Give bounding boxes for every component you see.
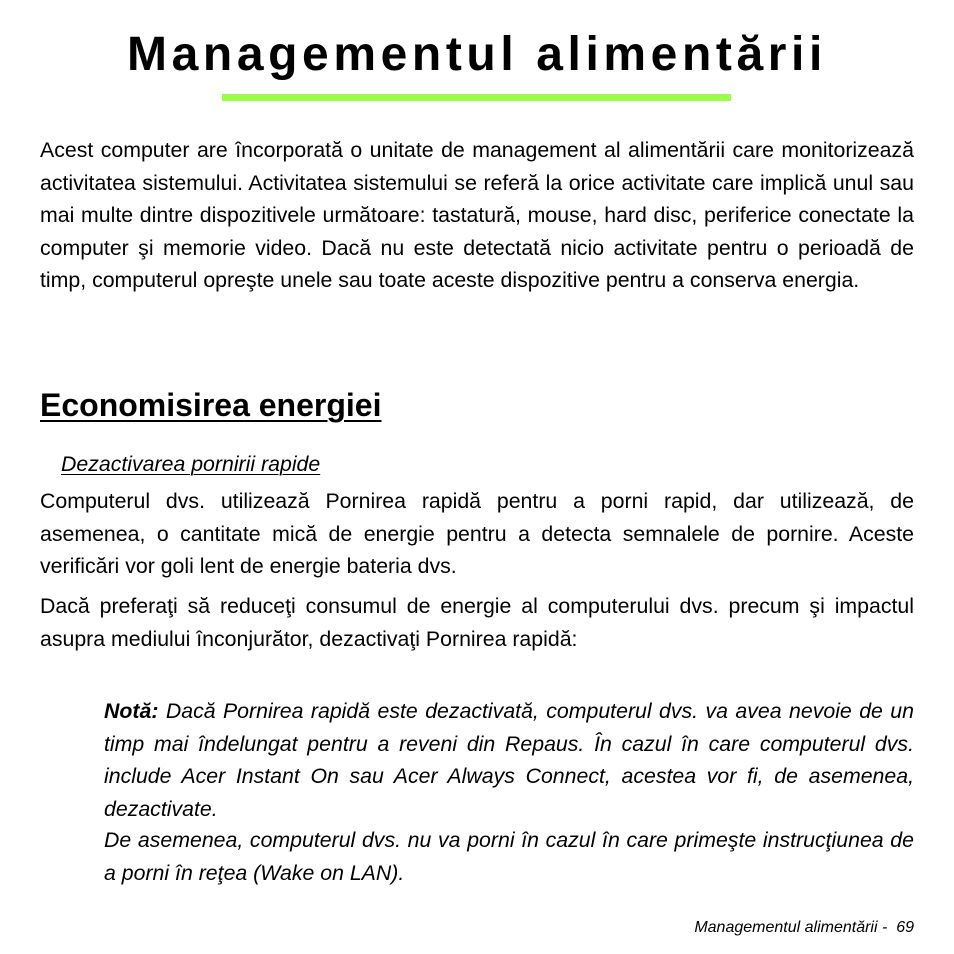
section-heading: Economisirea energiei [40, 387, 382, 423]
subsection-heading: Dezactivarea pornirii rapide [61, 452, 321, 476]
reduce-consumption-paragraph: Dacă preferaţi să reduceţi consumul de energie al computerului dvs. precum şi impactul asupra mediului înconjurător, dezactivaţi Pornirea rapidă: [40, 594, 914, 651]
note-text-continued: De asemenea, computerul dvs. nu va porni în cazul în care primeşte instrucţiunea de a porni în reţea (Wake on LAN). [104, 828, 914, 885]
page-title: Managementul alimentării [127, 28, 827, 81]
footer-chapter: Managementul alimentării - [694, 919, 888, 936]
intro-paragraph: Acest computer are încorporată o unitate de management al alimentării care monitorizează activitatea sistemului. Activitatea sistemului se referă la orice activitate care implică unul sau mai multe dintre dispozitivele următoare: tastatură, mouse, hard disc, periferice conectate la computer şi memorie video. Dacă nu este detectată nicio activitate pentru o perioadă de timp, computerul opreşte unele sau toate aceste dispozitive pentru a conserva energia. [40, 138, 914, 292]
fast-startup-paragraph: Computerul dvs. utilizează Pornirea rapidă pentru a porni rapid, dar utilizează, de asemenea, o cantitate mică de energie pentru a detecta semnalele de pornire. Aceste verificări vor goli lent de energie bateria dvs. [40, 489, 914, 578]
footer-page-number: 69 [896, 919, 914, 936]
note-block [104, 695, 914, 825]
note-text: Dacă Pornirea rapidă este dezactivată, computerul dvs. va avea nevoie de un timp mai îndelungat pentru a reveni din Repaus. În cazul în care computerul dvs. include Acer Instant On sau Acer Always Connect, acestea vor fi, de asemenea, dezactivate. [104, 699, 914, 821]
note-label: Notă: [104, 699, 159, 723]
title-underline-bar [222, 94, 731, 101]
page-footer [694, 918, 914, 938]
